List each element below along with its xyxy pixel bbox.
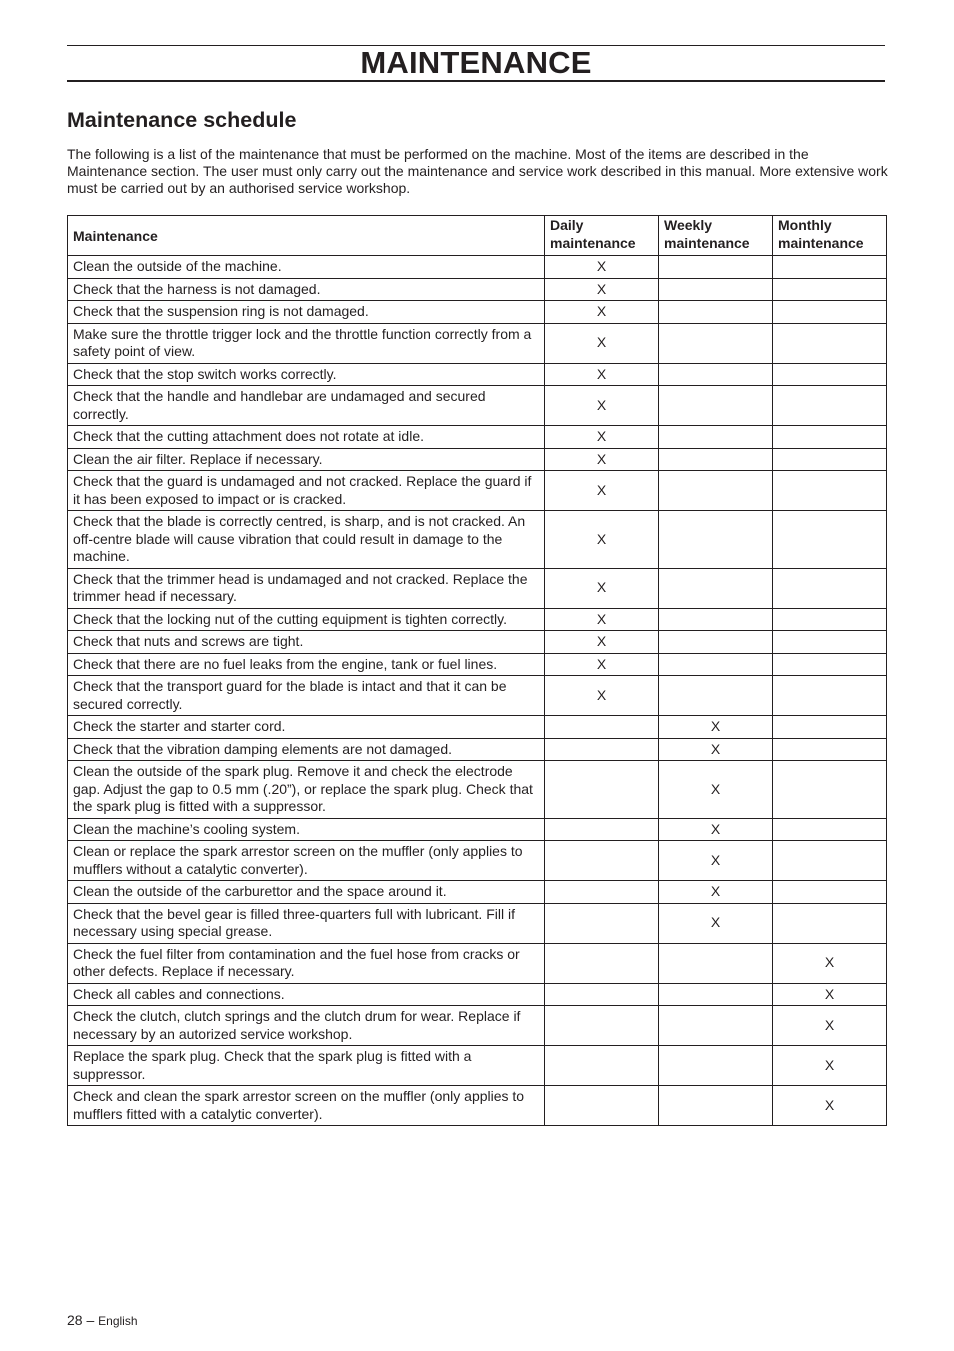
monthly-mark-cell xyxy=(773,511,887,569)
table-row xyxy=(68,278,887,301)
daily-mark-cell: X xyxy=(545,426,659,449)
task-cell: Check that the handle and handlebar are undamaged and secured correctly. xyxy=(68,386,545,426)
weekly-mark-cell: X xyxy=(659,903,773,943)
monthly-mark-cell: X xyxy=(773,983,887,1006)
task-cell: Check that the guard is undamaged and not cracked. Replace the guard if it has been exposed to impact or is cracked. xyxy=(68,471,545,511)
weekly-mark-cell xyxy=(659,653,773,676)
daily-mark-cell: X xyxy=(545,323,659,363)
daily-mark-cell: X xyxy=(545,448,659,471)
monthly-mark-cell xyxy=(773,471,887,511)
weekly-mark-cell: X xyxy=(659,761,773,819)
task-cell: Check all cables and connections. xyxy=(68,983,545,1006)
weekly-mark-cell xyxy=(659,568,773,608)
monthly-mark-cell xyxy=(773,761,887,819)
table-row xyxy=(68,323,887,363)
daily-mark-cell xyxy=(545,1006,659,1046)
table-row xyxy=(68,761,887,819)
monthly-mark-cell xyxy=(773,818,887,841)
weekly-mark-cell xyxy=(659,471,773,511)
weekly-mark-cell xyxy=(659,278,773,301)
task-cell: Check and clean the spark arrestor screen on the muffler (only applies to mufflers fitted with a catalytic converter). xyxy=(68,1086,545,1126)
table-body xyxy=(68,256,887,1126)
header-maintenance: Maintenance xyxy=(68,216,545,256)
table-row xyxy=(68,568,887,608)
task-cell: Clean or replace the spark arrestor screen on the muffler (only applies to mufflers without a catalytic converter). xyxy=(68,841,545,881)
footer-language: English xyxy=(98,1314,138,1328)
table-row xyxy=(68,301,887,324)
daily-mark-cell xyxy=(545,738,659,761)
monthly-mark-cell xyxy=(773,608,887,631)
task-cell: Check that the trimmer head is undamaged and not cracked. Replace the trimmer head if necessary. xyxy=(68,568,545,608)
daily-mark-cell: X xyxy=(545,278,659,301)
weekly-mark-cell xyxy=(659,323,773,363)
weekly-mark-cell xyxy=(659,301,773,324)
monthly-mark-cell xyxy=(773,676,887,716)
table-row xyxy=(68,471,887,511)
monthly-mark-cell xyxy=(773,903,887,943)
monthly-mark-cell: X xyxy=(773,1086,887,1126)
monthly-mark-cell: X xyxy=(773,943,887,983)
task-cell: Check the clutch, clutch springs and the clutch drum for wear. Replace if necessary by an autorized service workshop. xyxy=(68,1006,545,1046)
table-row xyxy=(68,653,887,676)
header-weekly: Weekly maintenance xyxy=(659,216,773,256)
daily-mark-cell xyxy=(545,1046,659,1086)
daily-mark-cell: X xyxy=(545,608,659,631)
task-cell: Clean the outside of the spark plug. Remove it and check the electrode gap. Adjust the gap to 0.5 mm (.20”), or replace the spark plug. Check that the spark plug is fitted with a suppressor. xyxy=(68,761,545,819)
monthly-mark-cell: X xyxy=(773,1006,887,1046)
monthly-mark-cell xyxy=(773,323,887,363)
daily-mark-cell xyxy=(545,881,659,904)
table-row xyxy=(68,676,887,716)
weekly-mark-cell xyxy=(659,386,773,426)
task-cell: Check that the stop switch works correctly. xyxy=(68,363,545,386)
weekly-mark-cell xyxy=(659,448,773,471)
daily-mark-cell xyxy=(545,983,659,1006)
header-rule-bottom xyxy=(67,80,885,82)
daily-mark-cell xyxy=(545,903,659,943)
task-cell: Check that the vibration damping elements are not damaged. xyxy=(68,738,545,761)
weekly-mark-cell xyxy=(659,631,773,654)
monthly-mark-cell xyxy=(773,363,887,386)
monthly-mark-cell xyxy=(773,841,887,881)
monthly-mark-cell xyxy=(773,426,887,449)
task-cell: Check that the locking nut of the cutting equipment is tighten correctly. xyxy=(68,608,545,631)
table-row xyxy=(68,363,887,386)
table-row xyxy=(68,943,887,983)
weekly-mark-cell xyxy=(659,943,773,983)
monthly-mark-cell: X xyxy=(773,1046,887,1086)
table-row xyxy=(68,983,887,1006)
daily-mark-cell: X xyxy=(545,568,659,608)
daily-mark-cell xyxy=(545,716,659,739)
daily-mark-cell xyxy=(545,841,659,881)
table-row xyxy=(68,511,887,569)
table-row xyxy=(68,738,887,761)
task-cell: Check that nuts and screws are tight. xyxy=(68,631,545,654)
weekly-mark-cell xyxy=(659,676,773,716)
monthly-mark-cell xyxy=(773,301,887,324)
table-row xyxy=(68,631,887,654)
monthly-mark-cell xyxy=(773,386,887,426)
header-daily: Daily maintenance xyxy=(545,216,659,256)
section-title: Maintenance schedule xyxy=(67,108,297,132)
weekly-mark-cell: X xyxy=(659,818,773,841)
table-row xyxy=(68,818,887,841)
weekly-mark-cell xyxy=(659,983,773,1006)
task-cell: Replace the spark plug. Check that the spark plug is fitted with a suppressor. xyxy=(68,1046,545,1086)
weekly-mark-cell xyxy=(659,1006,773,1046)
table-row xyxy=(68,608,887,631)
weekly-mark-cell xyxy=(659,256,773,279)
monthly-mark-cell xyxy=(773,568,887,608)
monthly-mark-cell xyxy=(773,448,887,471)
table-row xyxy=(68,386,887,426)
daily-mark-cell: X xyxy=(545,653,659,676)
table-header-row xyxy=(68,216,887,256)
task-cell: Check that the blade is correctly centred, is sharp, and is not cracked. An off-centre blade will cause vibration that could result in damage to the machine. xyxy=(68,511,545,569)
daily-mark-cell xyxy=(545,943,659,983)
daily-mark-cell: X xyxy=(545,363,659,386)
daily-mark-cell: X xyxy=(545,386,659,426)
task-cell: Check the fuel filter from contamination and the fuel hose from cracks or other defects. Replace if necessary. xyxy=(68,943,545,983)
weekly-mark-cell: X xyxy=(659,841,773,881)
task-cell: Check that the cutting attachment does not rotate at idle. xyxy=(68,426,545,449)
table-row xyxy=(68,716,887,739)
weekly-mark-cell: X xyxy=(659,716,773,739)
table-row xyxy=(68,256,887,279)
table-row xyxy=(68,426,887,449)
monthly-mark-cell xyxy=(773,653,887,676)
task-cell: Make sure the throttle trigger lock and the throttle function correctly from a safety point of view. xyxy=(68,323,545,363)
daily-mark-cell xyxy=(545,818,659,841)
task-cell: Check that the harness is not damaged. xyxy=(68,278,545,301)
header-monthly: Monthly maintenance xyxy=(773,216,887,256)
task-cell: Clean the air filter. Replace if necessary. xyxy=(68,448,545,471)
intro-paragraph: The following is a list of the maintenance that must be performed on the machine. Most of the items are described in the Maintenance section. The user must only carry out the maintenance and service work described in this manual. More extensive work must be carried out by an authorised service workshop. xyxy=(67,146,888,196)
table-row xyxy=(68,1086,887,1126)
table-row xyxy=(68,881,887,904)
weekly-mark-cell xyxy=(659,608,773,631)
task-cell: Check that the transport guard for the blade is intact and that it can be secured correctly. xyxy=(68,676,545,716)
task-cell: Clean the outside of the carburettor and the space around it. xyxy=(68,881,545,904)
table-row xyxy=(68,903,887,943)
weekly-mark-cell: X xyxy=(659,738,773,761)
monthly-mark-cell xyxy=(773,738,887,761)
weekly-mark-cell xyxy=(659,1086,773,1126)
daily-mark-cell: X xyxy=(545,256,659,279)
task-cell: Check that the suspension ring is not damaged. xyxy=(68,301,545,324)
weekly-mark-cell xyxy=(659,363,773,386)
table-row xyxy=(68,448,887,471)
task-cell: Check the starter and starter cord. xyxy=(68,716,545,739)
weekly-mark-cell: X xyxy=(659,881,773,904)
weekly-mark-cell xyxy=(659,1046,773,1086)
monthly-mark-cell xyxy=(773,881,887,904)
monthly-mark-cell xyxy=(773,716,887,739)
daily-mark-cell: X xyxy=(545,301,659,324)
table-row xyxy=(68,1006,887,1046)
monthly-mark-cell xyxy=(773,631,887,654)
daily-mark-cell: X xyxy=(545,511,659,569)
page-title: MAINTENANCE xyxy=(360,45,592,80)
monthly-mark-cell xyxy=(773,278,887,301)
maintenance-schedule-table xyxy=(67,215,887,1126)
monthly-mark-cell xyxy=(773,256,887,279)
daily-mark-cell xyxy=(545,761,659,819)
table-row xyxy=(68,841,887,881)
task-cell: Check that there are no fuel leaks from the engine, tank or fuel lines. xyxy=(68,653,545,676)
daily-mark-cell: X xyxy=(545,676,659,716)
page-number: 28 – xyxy=(67,1312,95,1328)
daily-mark-cell: X xyxy=(545,631,659,654)
daily-mark-cell xyxy=(545,1086,659,1126)
daily-mark-cell: X xyxy=(545,471,659,511)
task-cell: Check that the bevel gear is filled three-quarters full with lubricant. Fill if necessary using special grease. xyxy=(68,903,545,943)
weekly-mark-cell xyxy=(659,426,773,449)
page-footer xyxy=(67,1310,138,1331)
table-row xyxy=(68,1046,887,1086)
task-cell: Clean the outside of the machine. xyxy=(68,256,545,279)
weekly-mark-cell xyxy=(659,511,773,569)
task-cell: Clean the machine’s cooling system. xyxy=(68,818,545,841)
